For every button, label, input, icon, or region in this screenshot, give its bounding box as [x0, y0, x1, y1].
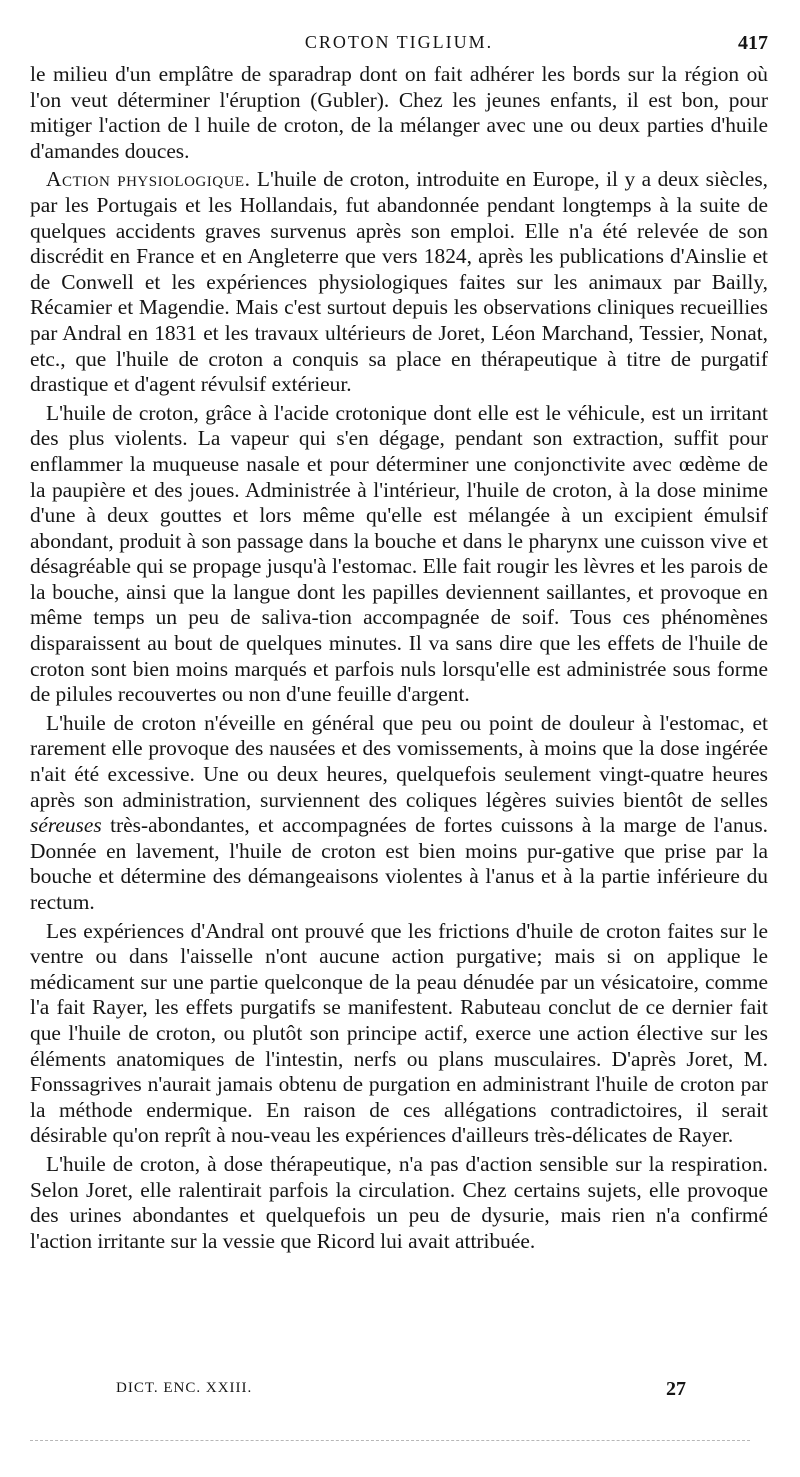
italic-term: séreuses: [30, 813, 102, 838]
paragraph-text-part-1: L'huile de croton n'éveille en général que peu ou point de douleur à l'estomac, et rarement elle provoque des nausées et des vomissements, à moins que la dose ingérée n'ait été excessive. Une ou deux heures, quelquefois seulement vingt-quatre heures après son administration, surviennent des coliques légères suivies bientôt de selles: [30, 710, 768, 812]
page-number: 417: [738, 32, 768, 54]
running-title: CROTON TIGLIUM.: [304, 32, 494, 52]
page-footer: [116, 1380, 686, 1410]
paragraph-text: L'huile de croton, introduite en Europe, il y a deux siècles, par les Portugais et les Hollandais, fut abandonnée pendant longtemps à la suite de quelques accidents graves survenus après son emploi. Elle n'a été relevée de son discrédit en France et en Angleterre que vers 1824, après les publications d'Ainslie et de Conwell et les expériences physiologiques faites sur les animaux par Bailly, Récamier et Magendie. Mais c'est surtout depuis les observations cliniques recueillies par Andral en 1831 et les travaux ultérieurs de Joret, Léon Marchand, Tessier, Nonat, etc., que l'huile de croton a conquis sa place en thérapeutique à titre de purgatif drastique et d'agent révulsif extérieur.: [30, 167, 768, 397]
paragraph-irritant: [30, 401, 768, 708]
paragraph-action-physiologique: [30, 167, 768, 397]
paragraph-respiration: [30, 1152, 768, 1254]
page-content: [30, 26, 768, 1254]
paragraph-text: Les expériences d'Andral ont prouvé que les frictions d'huile de croton faites sur le ventre ou dans l'aisselle n'ont aucune action purgative; mais si on applique le médicament sur une partie quelconque de la peau dénudée par un vésicatoire, comme l'a fait Rayer, les effets purgatifs se manifestent. Rabuteau conclut de ce dernier fait que l'huile de croton, ou plutôt son principe actif, exerce une action élective sur les éléments anatomiques de l'intestin, nerfs ou plans musculaires. D'après Joret, M. Fonssagrives n'aurait jamais obtenu de purgation en administrant l'huile de croton par la méthode endermique. En raison de ces allégations contradictoires, il serait désirable qu'on reprît à nou-veau les expériences d'ailleurs très-délicates de Rayer.: [30, 918, 768, 1148]
paragraph-andral: [30, 919, 768, 1149]
printer-signature: DICT. ENC. XXIII.: [116, 1380, 253, 1396]
page-header: [30, 26, 768, 62]
bottom-rule: [30, 1440, 750, 1441]
paragraph-text-part-2: très-abondantes, et accompagnées de fortes cuissons à la marge de l'anus. Donnée en lavement, l'huile de croton est bien moins pur-gative que prise par la bouche et détermine des démangeaisons violentes à l'anus et à la partie inférieure du rectum.: [30, 813, 768, 914]
section-lead: Action physiologique.: [46, 167, 251, 192]
sheet-number: 27: [666, 1378, 686, 1400]
paragraph-text: L'huile de croton, à dose thérapeutique, n'a pas d'action sensible sur la respiration. Selon Joret, elle ralentirait parfois la circulation. Chez certains sujets, elle provoque des urines abondantes et quelquefois un peu de dysurie, mais rien n'a confirmé l'action irritante sur la vessie que Ricord lui avait attribuée.: [30, 1151, 768, 1253]
paragraph-text: le milieu d'un emplâtre de sparadrap dont on fait adhérer les bords sur la région où l'on veut déterminer l'éruption (Gubler). Chez les jeunes enfants, il est bon, pour mitiger l'action de l huile de croton, de la mélanger avec une ou deux parties d'huile d'amandes douces.: [30, 62, 768, 163]
paragraph-estomac: [30, 711, 768, 916]
paragraph-text: L'huile de croton, grâce à l'acide crotonique dont elle est le véhicule, est un irritant des plus violents. La vapeur qui s'en dégage, pendant son extraction, suffit pour enflammer la muqueuse nasale et pour déterminer une conjonctivite avec œdème de la paupière et des joues. Administrée à l'intérieur, l'huile de croton, à la dose minime d'une à deux gouttes et lors même qu'elle est mélangée à un excipient émulsif abondant, produit à son passage dans la bouche et dans le pharynx une cuisson vive et désagréable qui se propage jusqu'à l'estomac. Elle fait rougir les lèvres et les parois de la bouche, ainsi que la langue dont les papilles deviennent saillantes, et provoque en même temps un peu de saliva-tion accompagnée de soif. Tous ces phénomènes disparaissent au bout de quelques minutes. Il va sans dire que les effets de l'huile de croton sont bien moins marqués et parfois nuls lorsqu'elle est administrée sous forme de pilules recouvertes ou non d'une feuille d'argent.: [30, 400, 768, 707]
paragraph-continuation: [30, 62, 768, 164]
